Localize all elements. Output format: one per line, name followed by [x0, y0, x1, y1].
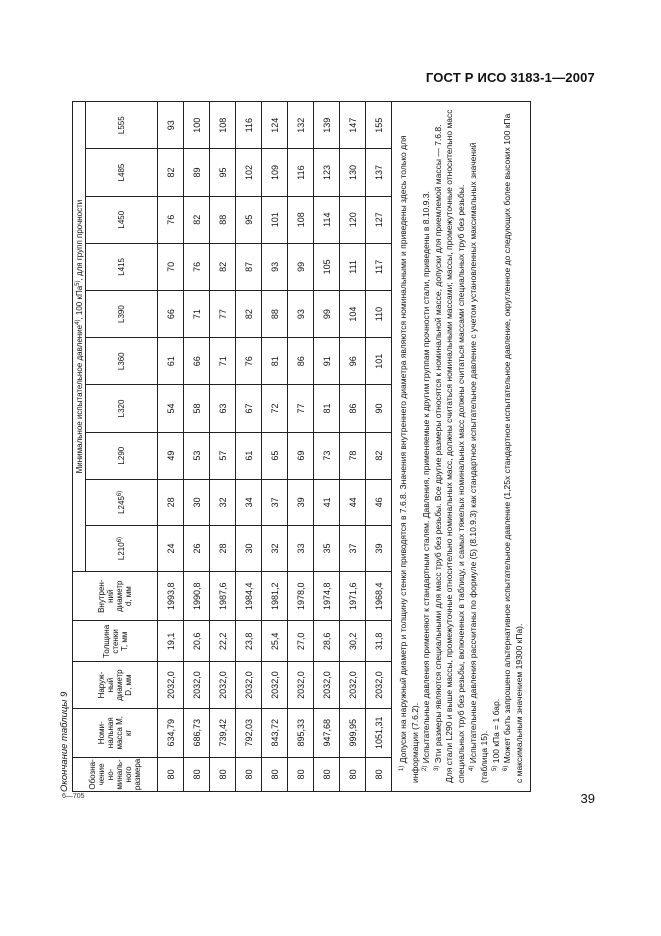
table-cell: 109: [262, 149, 288, 196]
footnote: [421, 108, 433, 783]
table-cell: 120: [340, 196, 366, 243]
table-cell: 33: [288, 525, 314, 571]
table-cell: 67: [236, 385, 262, 432]
footnote-mark: 5): [491, 765, 498, 771]
table-cell: 1981,2: [262, 572, 288, 621]
table-cell: 895,33: [288, 708, 314, 757]
table-cell: 28,6: [314, 621, 340, 662]
footnote-text: 100 кПа = 1 бар.: [490, 698, 501, 764]
grade-label: L290: [117, 446, 127, 465]
table-cell: 104: [340, 290, 366, 337]
table-cell: 61: [158, 338, 184, 385]
table-cell: 116: [288, 149, 314, 196]
table-cell: 89: [184, 149, 210, 196]
table-cell: 843,72: [262, 708, 288, 757]
table-cell: 66: [158, 290, 184, 337]
table-cell: 1974,8: [314, 572, 340, 621]
table-row: [262, 102, 288, 792]
table-cell: 147: [340, 102, 366, 149]
table-cell: 2032,0: [184, 662, 210, 708]
col-header-outer-diameter: Наруж- ный диаметр D, мм: [73, 662, 158, 708]
table-cell: 23,8: [236, 621, 262, 662]
footnote: [491, 108, 503, 783]
table-cell: 26: [184, 525, 210, 571]
table-footnotes: [392, 102, 531, 792]
table-cell: 66: [184, 338, 210, 385]
table-cell: 82: [184, 196, 210, 243]
table-cell: 792,03: [236, 708, 262, 757]
footnote-mark: 4): [468, 765, 475, 771]
table-cell: 80: [210, 757, 236, 791]
table-cell: 82: [236, 290, 262, 337]
table-cell: 91: [314, 338, 340, 385]
grade-label: L210: [117, 542, 127, 561]
table-cell: 30: [236, 525, 262, 571]
table-cell: 101: [366, 338, 392, 385]
table-cell: 2032,0: [288, 662, 314, 708]
table-cell: 80: [158, 757, 184, 791]
table-cell: 82: [366, 432, 392, 479]
table-cell: 69: [288, 432, 314, 479]
table-cell: 1968,4: [366, 572, 392, 621]
footnote-text: Может быть запрошено альтернативное испытательное давление (1,25х стандартное испытательное давление, округленное до следующих более высоких 100 кПа с максимальным значением 19300 кПа).: [502, 113, 524, 783]
table-cell: 130: [340, 149, 366, 196]
pipe-test-pressure-table: [72, 101, 531, 792]
table-cell: 102: [236, 149, 262, 196]
table-cell: 28: [158, 479, 184, 525]
col-header-mass: Номи- нальная масса M, кг: [73, 708, 158, 757]
table-cell: 108: [210, 102, 236, 149]
table-cell: 100: [184, 102, 210, 149]
table-cell: 31,8: [366, 621, 392, 662]
table-cell: 35: [314, 525, 340, 571]
table-cell: 30: [184, 479, 210, 525]
table-cell: 96: [340, 338, 366, 385]
footnote: [502, 108, 525, 783]
grade-label: L320: [117, 399, 127, 418]
col-header-inner-diameter: Внутрен- ний диаметр d, мм: [73, 572, 158, 621]
table-cell: 39: [288, 479, 314, 525]
table-cell: 63: [210, 385, 236, 432]
pressure-unit: , 100 кПа: [74, 285, 84, 320]
table-cell: 105: [314, 243, 340, 290]
table-cell: 1978,0: [288, 572, 314, 621]
table-cell: 80: [366, 757, 392, 791]
table-row: [184, 102, 210, 792]
table-cell: 2032,0: [158, 662, 184, 708]
table-row: [210, 102, 236, 792]
table-cell: 80: [340, 757, 366, 791]
table-cell: 947,68: [314, 708, 340, 757]
table-cell: 2032,0: [236, 662, 262, 708]
table-cell: 86: [340, 385, 366, 432]
table-cell: 65: [262, 432, 288, 479]
table-cell: 2032,0: [340, 662, 366, 708]
col-header-grade: [86, 479, 158, 525]
table-cell: 81: [262, 338, 288, 385]
table-cell: 86: [288, 338, 314, 385]
footnote-text: Испытательные давления применяют к стандартным сталям. Давления, применяемые к другим группам прочности стали, приведены в 8.10.9.3.: [421, 191, 432, 764]
page-number: 39: [580, 791, 595, 806]
grade-label: L360: [117, 352, 127, 371]
table-cell: 1987,6: [210, 572, 236, 621]
table-cell: 99: [288, 243, 314, 290]
table-cell: 101: [262, 196, 288, 243]
footnote-text: Эти размеры являются специальными для масс труб без резьбы. Все другие размеры относятся к номинальной массе, допуски для приемлемой массы — 7.6.8. Для стали L290 и выше массы, промежуточные относительно номинальных масс, должны считаться номинальными массами; массы, промежуточные относительно масс специальных труб без резьбы, включенных в таблицу, и самых тяжелых номинальных масс должны считаться массами специальных труб без резьбы.: [432, 109, 466, 783]
table-cell: 116: [236, 102, 262, 149]
table-cell: 73: [314, 432, 340, 479]
grade-footnote-ref: 6): [117, 490, 124, 497]
table-cell: 82: [210, 243, 236, 290]
table-cell: 124: [262, 102, 288, 149]
table-cell: 71: [184, 290, 210, 337]
table-cell: 95: [210, 149, 236, 196]
col-header-pressure-group: [73, 102, 86, 572]
table-cell: 90: [366, 385, 392, 432]
table-cell: 25,4: [262, 621, 288, 662]
table-cell: 80: [288, 757, 314, 791]
footnote: [468, 108, 491, 783]
grade-label: L390: [117, 305, 127, 323]
pressure-title: Минимальное испытательное давление: [74, 324, 84, 474]
footnote-mark: 2): [422, 765, 429, 771]
table-cell: 2032,0: [210, 662, 236, 708]
table-cell: 117: [366, 243, 392, 290]
table-cell: 111: [340, 243, 366, 290]
table-cell: 686,73: [184, 708, 210, 757]
table-cell: 139: [314, 102, 340, 149]
table-cell: 99: [314, 290, 340, 337]
pressure-title-sup: 4): [74, 319, 81, 325]
table-cell: 76: [158, 196, 184, 243]
footnote-text: Испытательные давления рассчитаны по формуле (5) (8.10.9.3) как стандартное испытательное давление с учетом установленных максимальных значений (таблица 15).: [467, 142, 490, 783]
grade-label: L555: [117, 116, 127, 135]
table-cell: 80: [314, 757, 340, 791]
footnote-mark: 6): [503, 765, 510, 771]
table-cell: 37: [340, 525, 366, 571]
table-cell: 24: [158, 525, 184, 571]
table-cell: 30,2: [340, 621, 366, 662]
table-cell: 108: [288, 196, 314, 243]
table-cell: 95: [236, 196, 262, 243]
table-row: [340, 102, 366, 792]
table-cell: 80: [236, 757, 262, 791]
grade-label: L450: [117, 210, 127, 229]
table-row: [236, 102, 262, 792]
table-cell: 22,2: [210, 621, 236, 662]
table-cell: 114: [314, 196, 340, 243]
table-cell: 46: [366, 479, 392, 525]
table-cell: 2032,0: [366, 662, 392, 708]
grade-label: L245: [117, 496, 127, 514]
table-cell: 2032,0: [262, 662, 288, 708]
table-cell: 44: [340, 479, 366, 525]
footnote: [433, 108, 468, 783]
grade-label: L485: [117, 163, 127, 182]
table-cell: 27,0: [288, 621, 314, 662]
footnote-mark: 3): [433, 765, 440, 771]
table-cell: 58: [184, 385, 210, 432]
table-cell: 155: [366, 102, 392, 149]
grade-footnote-ref: 6): [117, 536, 124, 543]
table-cell: 34: [236, 479, 262, 525]
table-cell: 1051,31: [366, 708, 392, 757]
table-cell: 1993,8: [158, 572, 184, 621]
table-cell: 110: [366, 290, 392, 337]
table-cell: 88: [262, 290, 288, 337]
table-caption: Окончание таблицы 9: [59, 691, 70, 792]
table-cell: 137: [366, 149, 392, 196]
table-cell: 57: [210, 432, 236, 479]
col-header-grade: [86, 196, 158, 243]
table-cell: 77: [210, 290, 236, 337]
table-cell: 39: [366, 525, 392, 571]
footnote-mark: 1): [399, 765, 405, 771]
table-cell: 28: [210, 525, 236, 571]
col-header-wall-thickness: Толщина стенки T, мм: [73, 621, 158, 662]
table-cell: 70: [158, 243, 184, 290]
table-cell: 82: [158, 149, 184, 196]
footnote: [398, 108, 421, 783]
col-header-grade: [86, 243, 158, 290]
table-row: [288, 102, 314, 792]
table-cell: 19,1: [158, 621, 184, 662]
table-cell: 80: [262, 757, 288, 791]
table-row: [366, 102, 392, 792]
table-cell: 1990,8: [184, 572, 210, 621]
table-row: [158, 102, 184, 792]
grade-label: L415: [117, 258, 127, 276]
col-header-grade: [86, 432, 158, 479]
table-cell: 32: [262, 525, 288, 571]
table-cell: 61: [236, 432, 262, 479]
table-cell: 53: [184, 432, 210, 479]
col-header-grade: [86, 149, 158, 196]
table-cell: 93: [262, 243, 288, 290]
table-cell: 41: [314, 479, 340, 525]
table-cell: 78: [340, 432, 366, 479]
col-header-grade: [86, 102, 158, 149]
table-cell: 123: [314, 149, 340, 196]
table-cell: 76: [184, 243, 210, 290]
table-cell: 1984,4: [236, 572, 262, 621]
col-header-grade: [86, 385, 158, 432]
table-cell: 999,95: [340, 708, 366, 757]
table-cell: 49: [158, 432, 184, 479]
table-row: [314, 102, 340, 792]
document-standard-header: ГОСТ Р ИСО 3183-1—2007: [425, 70, 595, 85]
footnote-text: Допуски на наружный диаметр и толщину стенки приводятся в 7.6.8. Значения внутреннего диаметра являются номинальными и приведены здесь только для информации (7.6.2).: [398, 135, 420, 783]
pressure-tail: , для групп прочности: [74, 199, 84, 281]
col-header-grade: [86, 338, 158, 385]
print-mark: 6—705: [62, 793, 85, 800]
table-cell: 32: [210, 479, 236, 525]
table-cell: 2032,0: [314, 662, 340, 708]
pressure-unit-sup: 5): [74, 280, 81, 286]
table-cell: 71: [210, 338, 236, 385]
table-cell: 54: [158, 385, 184, 432]
table-cell: 77: [288, 385, 314, 432]
table-cell: 93: [288, 290, 314, 337]
col-header-grade: [86, 290, 158, 337]
table-cell: 37: [262, 479, 288, 525]
table-cell: 739,42: [210, 708, 236, 757]
table-cell: 1971,6: [340, 572, 366, 621]
table-cell: 88: [210, 196, 236, 243]
col-header-designation: Обозна- чение но- миналь- ного размера: [73, 757, 158, 791]
table-cell: 80: [184, 757, 210, 791]
table-cell: 20,6: [184, 621, 210, 662]
col-header-grade: [86, 525, 158, 571]
table-cell: 132: [288, 102, 314, 149]
table-cell: 634,79: [158, 708, 184, 757]
table-cell: 93: [158, 102, 184, 149]
table-cell: 87: [236, 243, 262, 290]
rotated-table-block: [59, 92, 524, 792]
table-cell: 127: [366, 196, 392, 243]
table-cell: 76: [236, 338, 262, 385]
table-cell: 72: [262, 385, 288, 432]
table-cell: 81: [314, 385, 340, 432]
